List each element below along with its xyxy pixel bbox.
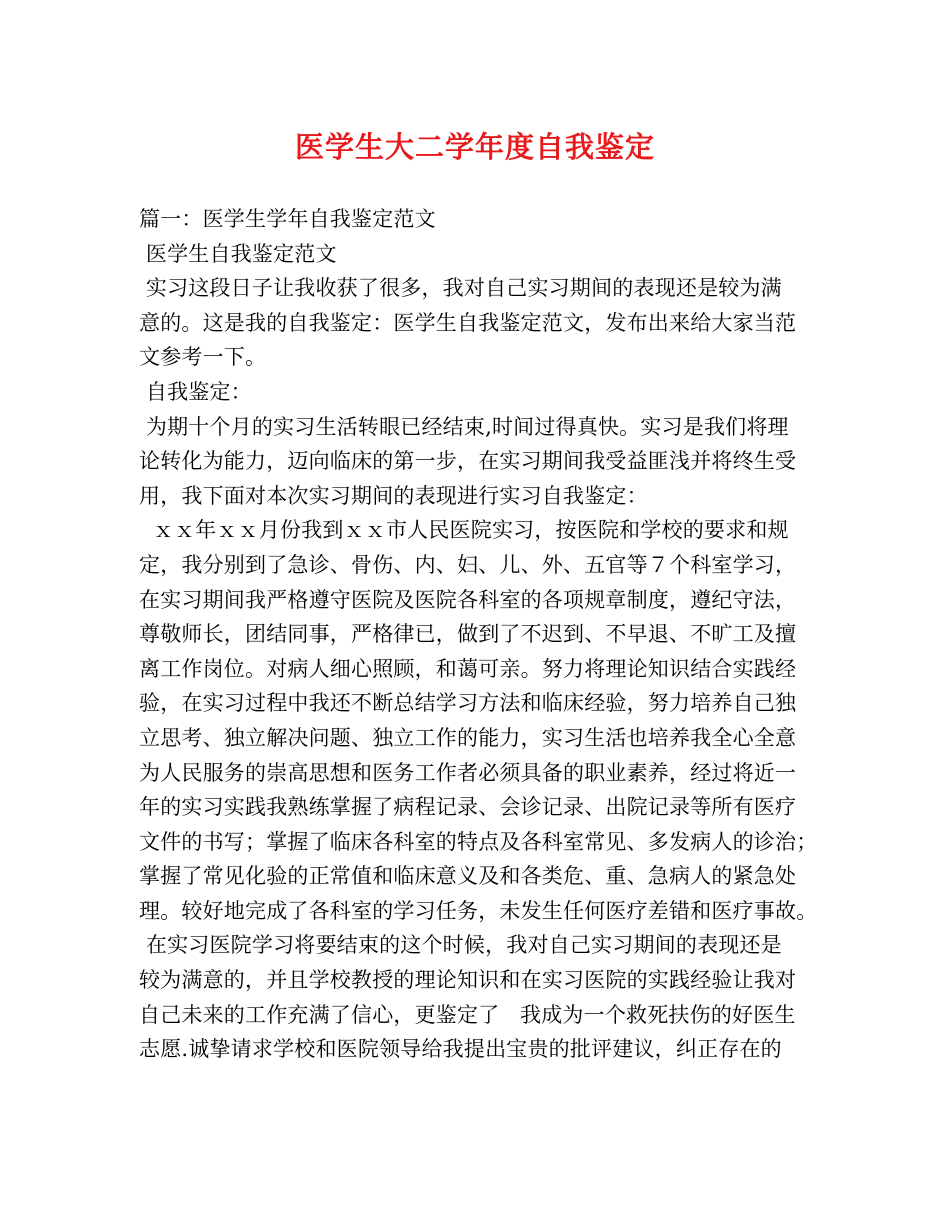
- body-line: 意的。这是我的自我鉴定：医学生自我鉴定范文，发布出来给大家当范: [139, 310, 797, 335]
- body-line: 自我鉴定：: [139, 379, 252, 404]
- body-line: ｘｘ年ｘｘ月份我到ｘｘ市人民医院实习，按医院和学校的要求和规: [139, 518, 789, 543]
- document-title: 医学生大二学年度自我鉴定: [294, 130, 655, 164]
- body-line: 较为满意的，并且学校教授的理论知识和在实习医院的实践经验让我对: [139, 968, 797, 993]
- body-line: 尊敬师长，团结同事，严格律已，做到了不迟到、不早退、不旷工及擅: [139, 622, 797, 647]
- body-line: 在实习期间我严格遵守医院及医院各科室的各项规章制度，遵纪守法，: [139, 587, 797, 612]
- body-line: 论转化为能力，迈向临床的第一步，在实习期间我受益匪浅并将终生受: [139, 449, 797, 474]
- body-line: 年的实习实践我熟练掌握了病程记录、会诊记录、出院记录等所有医疗: [139, 795, 797, 820]
- document-body: [139, 202, 829, 1067]
- body-line: 立思考、独立解决问题、独立工作的能力，实习生活也培养我全心全意: [139, 725, 797, 750]
- body-line: 篇一：医学生学年自我鉴定范文: [139, 207, 436, 231]
- body-line: 掌握了常见化验的正常值和临床意义及和各类危、重、急病人的紧急处: [139, 864, 797, 889]
- body-line: 理。较好地完成了各科室的学习任务，未发生任何医疗差错和医疗事故。: [139, 898, 818, 923]
- body-line: 文件的书写；掌握了临床各科室的特点及各科室常见、多发病人的诊治；: [139, 829, 818, 854]
- body-line: 在实习医院学习将要结束的这个时候，我对自己实习期间的表现还是: [139, 933, 782, 958]
- body-line: 验，在实习过程中我还不断总结学习方法和临床经验，努力培养自己独: [139, 691, 797, 716]
- body-line: 志愿.诚挚请求学校和医院领导给我提出宝贵的批评建议，纠正存在的: [139, 1037, 782, 1062]
- body-line: 用，我下面对本次实习期间的表现进行实习自我鉴定：: [139, 483, 648, 508]
- body-line: 医学生自我鉴定范文: [139, 241, 337, 266]
- body-line: 实习这段日子让我收获了很多，我对自己实习期间的表现还是较为满: [139, 276, 782, 301]
- body-line: 离工作岗位。对病人细心照顾，和蔼可亲。努力将理论知识结合实践经: [139, 656, 797, 681]
- body-line: 为人民服务的崇高思想和医务工作者必须具备的职业素养，经过将近一: [139, 760, 797, 785]
- body-line: 自己未来的工作充满了信心，更鉴定了 我成为一个救死扶伤的好医生: [139, 1002, 796, 1027]
- body-line: 为期十个月的实习生活转眼已经结束,时间过得真快。实习是我们将理: [139, 414, 789, 439]
- body-line: 定，我分别到了急诊、骨伤、内、妇、儿、外、五官等７个科室学习，: [139, 552, 797, 577]
- body-line: 文参考一下。: [139, 345, 267, 370]
